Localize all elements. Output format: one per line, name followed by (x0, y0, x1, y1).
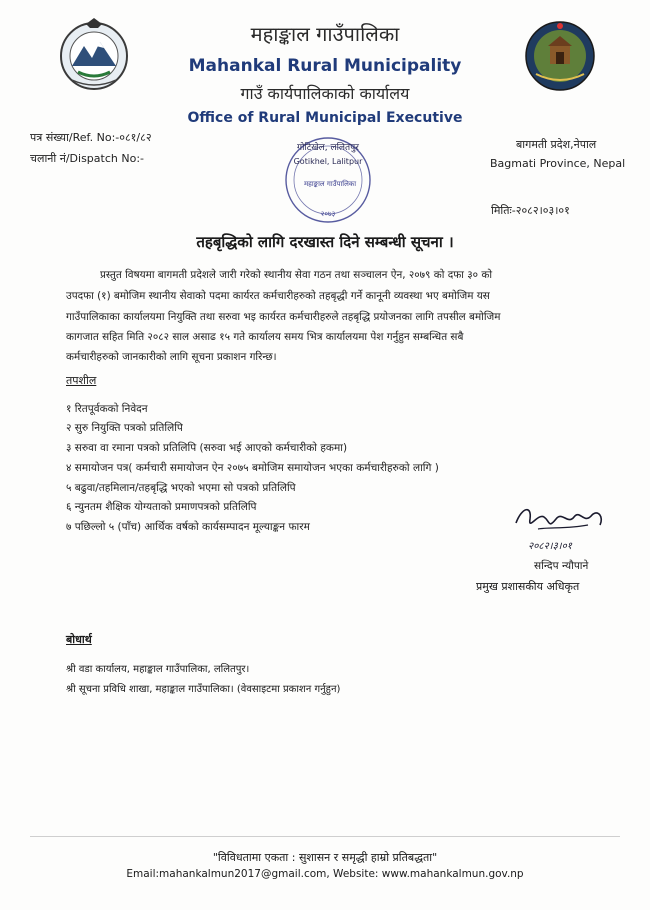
list-item: १ रितपूर्वककाे निवेदन (66, 403, 148, 415)
signature-date: २०८२।३।०१ (528, 541, 572, 552)
signer-title: प्रमुख प्रशासकीय अधिकृत (476, 580, 580, 593)
province-en: Bagmati Province, Nepal (490, 157, 626, 170)
list-item: ३ सरुवा वा रमाना पत्रको प्रतिलिपि (सरुवा भई आएको कर्मचारीको हकमा) (66, 442, 348, 454)
details-heading: तपशील (66, 374, 97, 387)
notice-title: तहबृद्धिको लागि दरखास्त दिने सम्बन्धी सूचना । (196, 233, 454, 251)
signer-name: सन्दिप न्यौपाने (534, 560, 589, 572)
reference-number: पत्र संख्या/Ref. No:-०८१/८२ (30, 131, 152, 144)
body-line: उपदफा (१) बमोजिम स्थानीय सेवाको पदमा कार्यरत कर्मचारीहरुको तहबृद्धी गर्ने कानूनी व्यवस्था भए बमोजिम यस (66, 290, 490, 302)
office-name-np: गाउँ कार्यपालिकाको कार्यालय (240, 84, 410, 103)
stamp-text-3: महाङ्काल गाउँपालिका (303, 180, 357, 188)
handwritten-signature (508, 495, 612, 557)
footer-divider (30, 836, 620, 837)
letter-date: मितिः-२०८२।०३।०१ (491, 204, 570, 217)
body-line: प्रस्तुत विषयमा बागमती प्रदेशले जारी गरेको स्थानीय सेवा गठन तथा सञ्चालन ऐन, २०७९ को दफा ३० को (100, 269, 493, 281)
cc-item: श्री सूचना प्रविधि शाखा, महाङ्काल गाउँपालिका। (वेवसाइटमा प्रकाशन गर्नुहुन) (66, 684, 341, 695)
office-name-en: Office of Rural Municipal Executive (187, 110, 463, 126)
body-line: गाउँपालिकाका कार्यालयमा नियुक्ति तथा सरुवा भइ कार्यरत कर्मचारीहरुले तहबृद्धि प्रयोजनका लागि तपसील बमोजिम (66, 311, 501, 323)
municipality-name-en: Mahankal Rural Municipality (188, 56, 462, 76)
stamp-text-2: Gotikhel, Lalitpur (293, 157, 363, 166)
list-item: ७ पछिल्लो ५ (पाँच) आर्थिक वर्षको कार्यसम्पादन मूल्याङ्कन फारम (66, 521, 310, 533)
list-item: ६ न्युनतम शैक्षिक योग्यताको प्रमाणपत्रको प्रतिलिपि (66, 501, 257, 513)
list-item: २ सुरु नियुक्ति पत्रको प्रतिलिपि (66, 422, 183, 434)
official-stamp (270, 128, 390, 228)
province-np: बागमती प्रदेश,नेपाल (516, 138, 597, 151)
body-line: कर्मचारीहरुको जानकारीको लागि सूचना प्रकाशन गरिन्छ। (66, 351, 277, 363)
municipality-name-np: महाङ्काल गाउँपालिका (250, 22, 400, 46)
stamp-text-1: गोटिखेल, ललितपुर (297, 143, 359, 153)
footer-motto: "विविधतामा एकता : सुशासन र समृद्धी हाम्रो प्रतिबद्धता" (212, 851, 438, 864)
footer-contact: Email:mahankalmun2017@gmail.com, Website: www.mahankalmun.gov.np (126, 868, 524, 880)
body-line: कागजात सहित मिति २०८२ साल असाढ १५ गते कार्यालय समय भित्र कार्यालयमा पेश गर्नुहुन सम्बन्धित सबै (66, 331, 464, 343)
list-item: ५ बढुवा/तहमिलान/तहबृद्धि भएको भएमा सो पत्रको प्रतिलिपि (66, 482, 296, 494)
cc-heading: बोधार्थ (66, 633, 92, 646)
cc-item: श्री वडा कार्यालय, महाङ्काल गाउँपालिका, ललितपुर। (66, 664, 250, 675)
list-item: ४ समायोजन पत्र( कर्मचारी समायोजन ऐन २०७५ बमोजिम समायोजन भएका कर्मचारीहरुको लागि ) (66, 462, 439, 474)
stamp-text-4: २०७३ (320, 210, 336, 218)
dispatch-number: चलानी नं/Dispatch No:- (30, 152, 144, 165)
